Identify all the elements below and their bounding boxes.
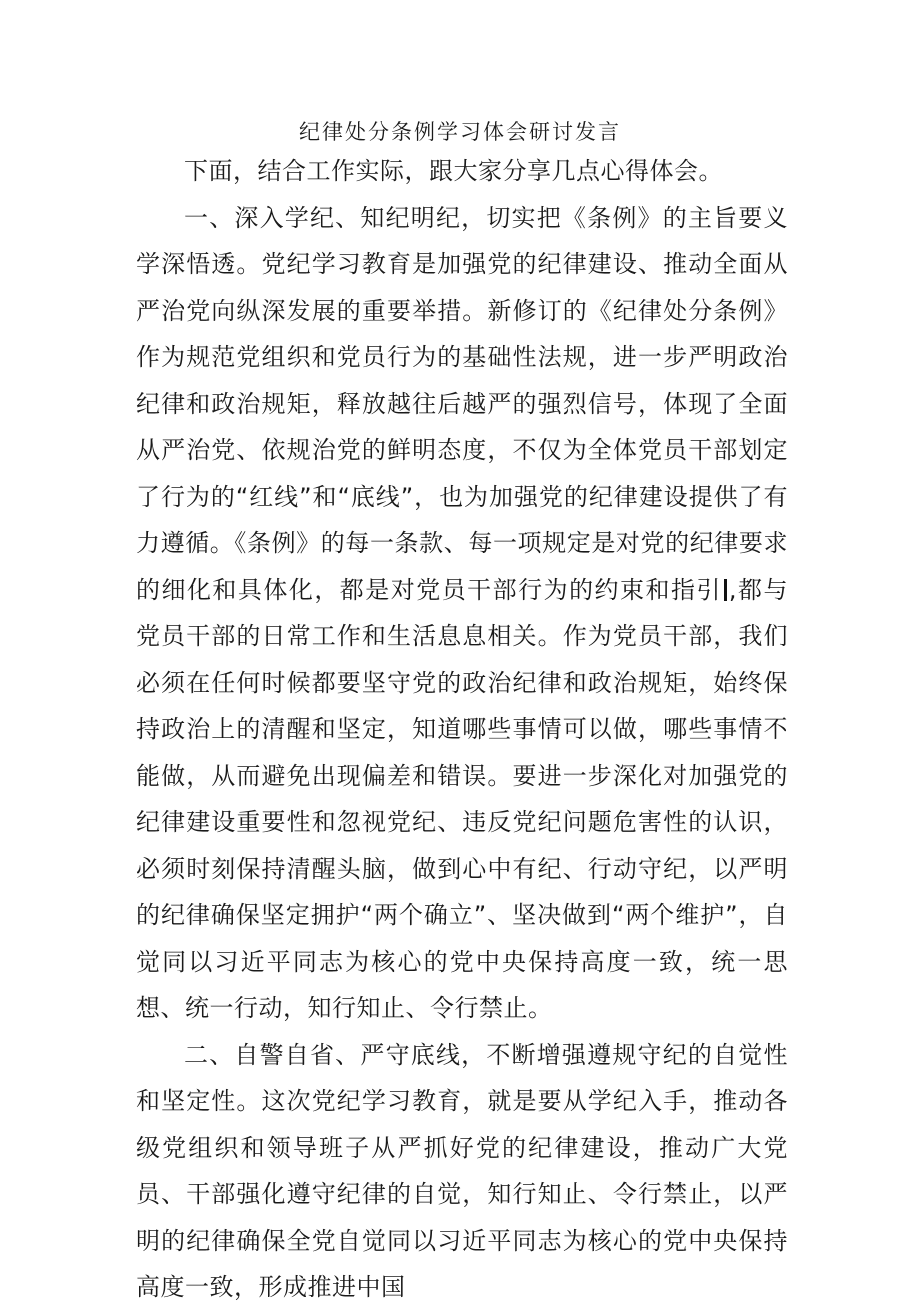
section-1-text-part-1: 一、深入学纪、知纪明纪，切实把《条例》的主旨要义学深悟透。党纪学习教育是加强党的纪律建设、推动全面从严治党向纵深发展的重要举措。新修订的《纪律处分条例》作为规范党组织和党员行为的基础性法规，进一步严明政治纪律和政治规矩，释放越往后越严的强烈信号，体现了全面从严治党、依规治党的鲜明态度，不仅为全体党员干部划定了行为的“红线”和“底线”，也为加强党的纪律建设提供了有力遵循。《条例》的每一条款、每一项规定是对党的纪律要求的细化和具体化，都是对党员干部行为的约束和指引 — [136, 203, 788, 604]
document-title: 纪律处分条例学习体会研讨发言 — [299, 120, 621, 144]
document-body — [136, 148, 788, 1311]
intro-paragraph: 下面，结合工作实际，跟大家分享几点心得体会。 — [184, 157, 723, 185]
section-1-text-part-2: ,都与党员干部的日常工作和生活息息相关。作为党员干部，我们必须在任何时候都要坚守党的政治纪律和政治规矩，始终保持政治上的清醒和坚定，知道哪些事情可以做，哪些事情不能做，从而避免出现偏差和错误。要进一步深化对加强党的纪律建设重要性和忽视党纪、违反党纪问题危害性的认识，必须时刻保持清醒头脑，做到心中有纪、行动守纪，以严明的纪律确保坚定拥护“两个确立”、坚决做到“两个维护”，自觉同以习近平同志为核心的党中央保持高度一致，统一思想、统一行动，知行知止、令行禁止。 — [136, 575, 788, 1022]
section-1-paragraph — [136, 195, 788, 1032]
text-cursor-mark — [724, 579, 727, 601]
section-2-paragraph: 二、自警自省、严守底线，不断增强遵规守纪的自觉性和坚定性。这次党纪学习教育，就是要从学纪入手，推动各级党组织和领导班子从严抓好党的纪律建设，推动广大党员、干部强化遵守纪律的自觉，知行知止、令行禁止，以严明的纪律确保全党自觉同以习近平同志为核心的党中央保持高度一致，形成推进中国 — [136, 1040, 788, 1301]
